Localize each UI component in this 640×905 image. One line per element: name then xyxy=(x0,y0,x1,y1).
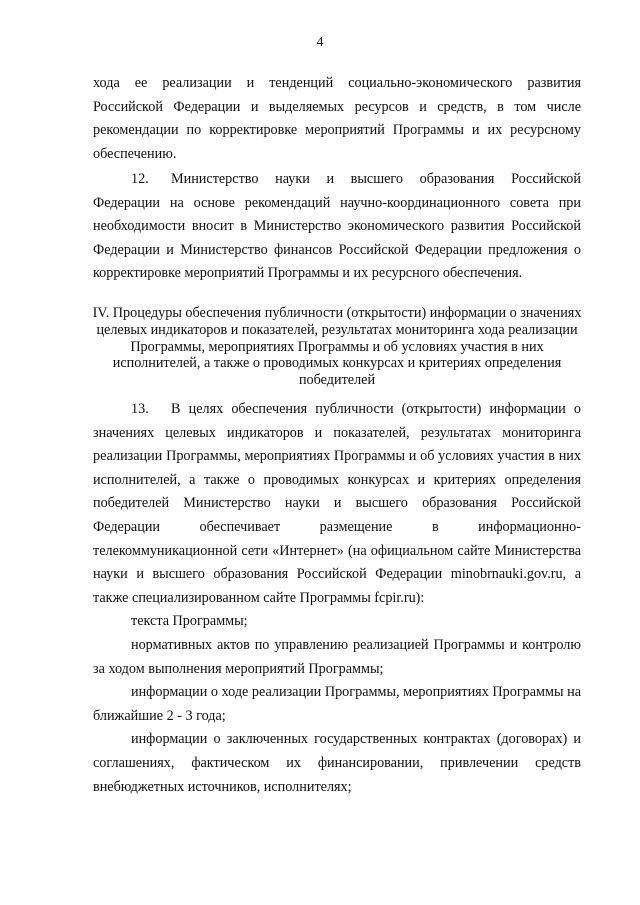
list-item: нормативных актов по управлению реализацией Программы и контролю за ходом выполнения мероприятий Программы; xyxy=(93,636,581,677)
item-12-number: 12. xyxy=(131,171,149,187)
list-item: информации о заключенных государственных контрактах (договорах) и соглашениях, фактическом их финансировании, привлечении средств внебюджетных источников, исполнителях; xyxy=(93,731,581,795)
list-item: текста Программы; xyxy=(131,613,248,630)
paragraph-item-12 xyxy=(93,168,581,286)
item-13-number: 13. xyxy=(131,401,149,417)
list-item: информации о ходе реализации Программы, мероприятиях Программы на ближайшие 2 - 3 года; xyxy=(93,684,581,724)
page-number: 4 xyxy=(316,35,324,50)
item-13-text: В целях обеспечения публичности (открытости) информации о значениях целевых индикаторов и показателей, результатах мониторинга реализации Программы, мероприятиях Программы и об условиях участия в них исполнителей, а также о проводимых конкурсах и критериях определения победителей Министерство науки и высшего образования Российской Федерации обеспечивает размещение в информационно-телекоммуникационной сети «Интернет» (на официальном сайте Министерства науки и высшего образования Российской Федерации minobrnauki.gov.ru, а также специализированном сайте Программы fcpir.ru): xyxy=(93,401,581,606)
paragraph-continuation-text: хода ее реализации и тенденций социально-экономического развития Российской Федерации и выделяемых ресурсов и средств, в том числе рекомендации по корректировке мероприятий Программы и их ресурсному обеспечению. xyxy=(93,75,581,162)
paragraph-continuation xyxy=(93,72,581,166)
section-heading: IV. Процедуры обеспечения публичности (открытости) информации о значениях целевых индикаторов и показателей, результатах мониторинга хода реализации Программы, мероприятиях Программы и об условиях участия в них исполнителей, а также о проводимых конкурсах и критериях определения победителей xyxy=(92,305,582,389)
item-12-text: Министерство науки и высшего образования Российской Федерации на основе рекомендаций научно-координационного совета при необходимости вносит в Министерство экономического развития Российской Федерации и Министерство финансов Российской Федерации предложения о корректировке мероприятий Программы и их ресурсного обеспечения. xyxy=(93,171,581,282)
paragraph-item-13 xyxy=(93,398,581,799)
